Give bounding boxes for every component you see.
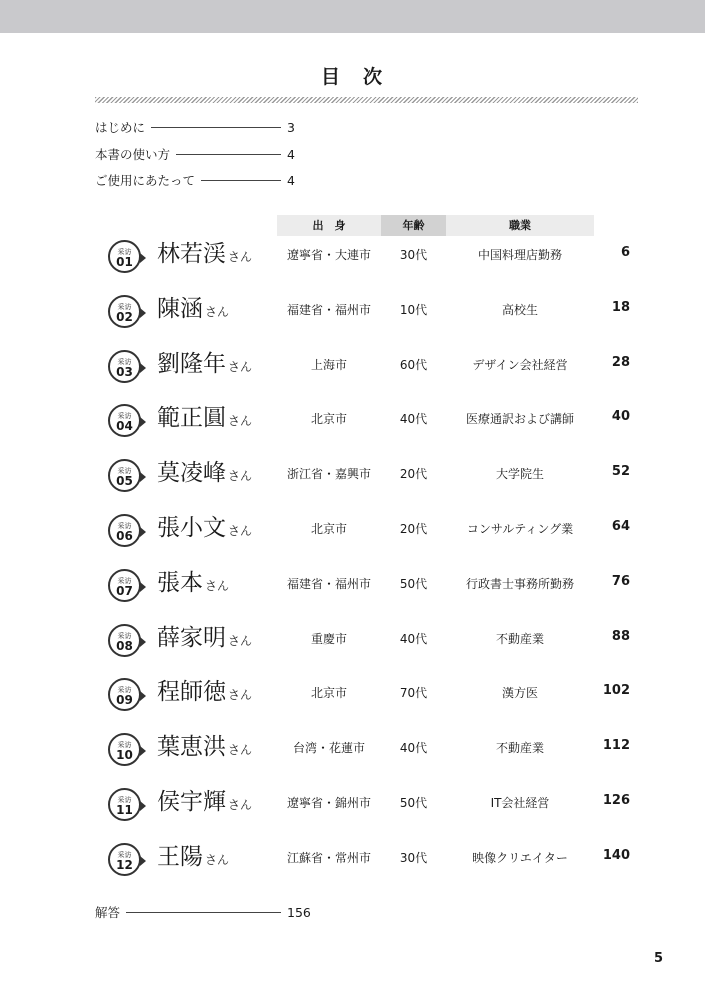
job-cell: 行政書士事務所勤務 <box>465 576 574 591</box>
job-cell: 医療通訳および講師 <box>465 412 574 427</box>
person-name-text: 薛家明 <box>157 624 226 651</box>
honorific: さん <box>228 798 253 812</box>
origin-cell: 遼寧省・錦州市 <box>286 796 371 810</box>
interview-number-badge <box>108 514 141 547</box>
interview-entry[interactable] <box>0 731 705 771</box>
age-cell: 10代 <box>399 302 428 317</box>
origin-cell: 重慶市 <box>310 631 347 646</box>
person-name <box>157 568 229 601</box>
job-cell: 漢方医 <box>501 686 538 701</box>
person-name-text: 劉隆年 <box>157 350 226 377</box>
honorific: さん <box>205 852 230 867</box>
interview-entry[interactable] <box>0 293 705 333</box>
interview-number-badge <box>108 350 141 383</box>
origin-cell: 北京市 <box>310 686 347 701</box>
badge-number: 02 <box>116 309 133 324</box>
person-name <box>157 458 252 491</box>
origin-cell: 福建省・福州市 <box>286 302 371 317</box>
origin-cell: 江蘇省・常州市 <box>286 850 371 865</box>
honorific: さん <box>228 524 253 538</box>
page-cell: 76 <box>611 573 630 589</box>
badge-number: 10 <box>116 748 133 763</box>
page-number: 5 <box>654 951 664 966</box>
header-age: 年齢 <box>381 215 446 236</box>
badge-label: 采访 <box>117 850 132 859</box>
age-cell: 70代 <box>399 686 428 701</box>
person-name <box>157 677 252 710</box>
toc-intro-page: 4 <box>287 146 295 162</box>
page-cell: 6 <box>620 245 630 260</box>
person-name <box>157 513 252 546</box>
person-name <box>157 294 229 327</box>
badge-number: 07 <box>116 583 133 598</box>
person-name <box>157 349 252 382</box>
interview-number-badge <box>108 843 141 876</box>
origin-cell: 台湾・花蓮市 <box>292 741 365 756</box>
person-name <box>157 403 252 436</box>
page-cell: 28 <box>611 354 630 370</box>
badge-number: 06 <box>116 529 133 543</box>
honorific: さん <box>228 688 253 703</box>
badge-label: 采访 <box>117 576 132 585</box>
job-cell: コンサルティング業 <box>466 522 574 536</box>
honorific: さん <box>228 250 253 264</box>
toc-intro-label: ご使用にあたって <box>95 173 196 188</box>
page-cell: 126 <box>602 793 630 808</box>
badge-number: 03 <box>116 364 133 379</box>
honorific: さん <box>228 633 253 648</box>
page-cell: 52 <box>611 464 630 480</box>
person-name-text: 莫凌峰 <box>157 460 226 487</box>
interview-number-badge <box>108 240 141 273</box>
page-title: 目 次 <box>320 66 384 88</box>
leader-line <box>176 154 281 155</box>
interview-number-badge <box>108 569 141 602</box>
person-name-text: 陳涵 <box>157 295 203 322</box>
interview-number-badge <box>108 404 141 437</box>
toc-answer-label: 解答 <box>95 905 121 920</box>
header-job: 職業 <box>446 215 594 236</box>
page-cell: 140 <box>602 847 630 863</box>
job-cell: IT会社経営 <box>490 796 550 810</box>
age-cell: 20代 <box>399 467 428 482</box>
badge-label: 采访 <box>117 522 132 530</box>
interview-entry[interactable] <box>0 786 705 826</box>
interview-entry[interactable] <box>0 622 705 662</box>
badge-number: 08 <box>116 638 133 653</box>
page-cell: 64 <box>611 519 630 534</box>
interview-entry[interactable] <box>0 841 705 881</box>
person-name-text: 林若渓 <box>157 241 226 267</box>
leader-line <box>201 180 281 181</box>
honorific: さん <box>205 304 230 319</box>
page-cell: 88 <box>611 628 630 644</box>
age-cell: 20代 <box>399 522 428 536</box>
toc-answer-page: 156 <box>287 904 311 920</box>
person-name-text: 侯宇輝 <box>157 789 226 815</box>
badge-label: 采访 <box>117 467 132 476</box>
toc-intro-page: 3 <box>287 119 295 135</box>
leader-line <box>151 127 281 128</box>
person-name <box>157 787 252 820</box>
age-cell: 50代 <box>399 576 428 591</box>
interview-entry[interactable] <box>0 676 705 716</box>
job-cell: 不動産業 <box>495 631 544 646</box>
toc-intro-row[interactable] <box>95 171 301 189</box>
person-name <box>157 732 252 765</box>
badge-number: 11 <box>116 803 133 817</box>
top-bar <box>0 0 705 33</box>
job-cell: デザイン会社経営 <box>472 357 568 372</box>
age-cell: 30代 <box>399 850 428 865</box>
badge-number: 01 <box>116 255 133 269</box>
honorific: さん <box>228 359 253 374</box>
origin-cell: 遼寧省・大連市 <box>286 248 371 262</box>
age-cell: 40代 <box>399 412 428 427</box>
person-name-text: 張小文 <box>157 515 226 541</box>
badge-label: 采访 <box>117 302 132 311</box>
interview-entry[interactable] <box>0 567 705 607</box>
page-cell: 40 <box>611 409 630 425</box>
badge-number: 12 <box>116 857 133 872</box>
honorific: さん <box>205 578 230 593</box>
age-cell: 50代 <box>399 796 428 810</box>
honorific: さん <box>228 414 253 429</box>
badge-number: 09 <box>116 693 133 708</box>
toc-intro-page: 4 <box>287 172 295 188</box>
person-name-text: 王陽 <box>157 843 203 870</box>
badge-number: 04 <box>116 419 133 434</box>
age-cell: 40代 <box>399 631 428 646</box>
origin-cell: 北京市 <box>310 412 347 427</box>
age-cell: 40代 <box>399 741 428 756</box>
interview-number-badge <box>108 733 141 766</box>
badge-label: 采访 <box>117 357 132 366</box>
person-name <box>157 842 229 875</box>
interview-entry[interactable] <box>0 457 705 497</box>
job-cell: 映像クリエイター <box>472 850 568 865</box>
page-cell: 112 <box>602 738 630 754</box>
job-cell: 不動産業 <box>495 741 544 756</box>
job-cell: 中国料理店勤務 <box>477 248 562 262</box>
age-cell: 30代 <box>399 248 428 262</box>
badge-label: 采访 <box>117 631 132 640</box>
header-origin: 出 身 <box>277 215 381 236</box>
interview-number-badge <box>108 678 141 711</box>
toc-intro-label: はじめに <box>95 120 146 135</box>
person-name-text: 張本 <box>157 569 203 596</box>
interview-entry[interactable] <box>0 402 705 442</box>
title-rule <box>95 97 638 103</box>
badge-label: 采访 <box>117 741 132 750</box>
origin-cell: 福建省・福州市 <box>286 576 371 591</box>
job-cell: 高校生 <box>501 302 538 317</box>
badge-label: 采访 <box>117 686 132 695</box>
badge-label: 采访 <box>117 248 132 256</box>
person-name-text: 範正圓 <box>157 405 226 432</box>
badge-label: 采访 <box>117 412 132 421</box>
person-name-text: 葉恵洪 <box>157 734 226 761</box>
page-cell: 102 <box>602 683 630 699</box>
honorific: さん <box>228 743 253 758</box>
age-cell: 60代 <box>399 357 428 372</box>
toc-intro-row[interactable] <box>95 145 301 163</box>
page-cell: 18 <box>611 299 630 315</box>
person-name <box>157 239 252 272</box>
interview-number-badge <box>108 788 141 821</box>
honorific: さん <box>228 469 253 484</box>
interview-entry[interactable] <box>0 238 705 278</box>
interview-number-badge <box>108 624 141 657</box>
leader-line <box>126 912 281 913</box>
job-cell: 大学院生 <box>495 467 544 482</box>
person-name-text: 程師徳 <box>157 679 226 706</box>
origin-cell: 北京市 <box>310 522 347 536</box>
interview-entry[interactable] <box>0 348 705 388</box>
badge-label: 采访 <box>117 796 132 804</box>
toc-intro-label: 本書の使い方 <box>95 147 171 162</box>
origin-cell: 浙江省・嘉興市 <box>286 467 371 482</box>
toc-answer-row[interactable] <box>95 903 320 921</box>
interview-entry[interactable] <box>0 512 705 552</box>
person-name <box>157 623 252 656</box>
interview-number-badge <box>108 295 141 328</box>
origin-cell: 上海市 <box>310 357 347 372</box>
interview-number-badge <box>108 459 141 492</box>
badge-number: 05 <box>116 474 133 489</box>
toc-intro-row[interactable] <box>95 118 301 136</box>
